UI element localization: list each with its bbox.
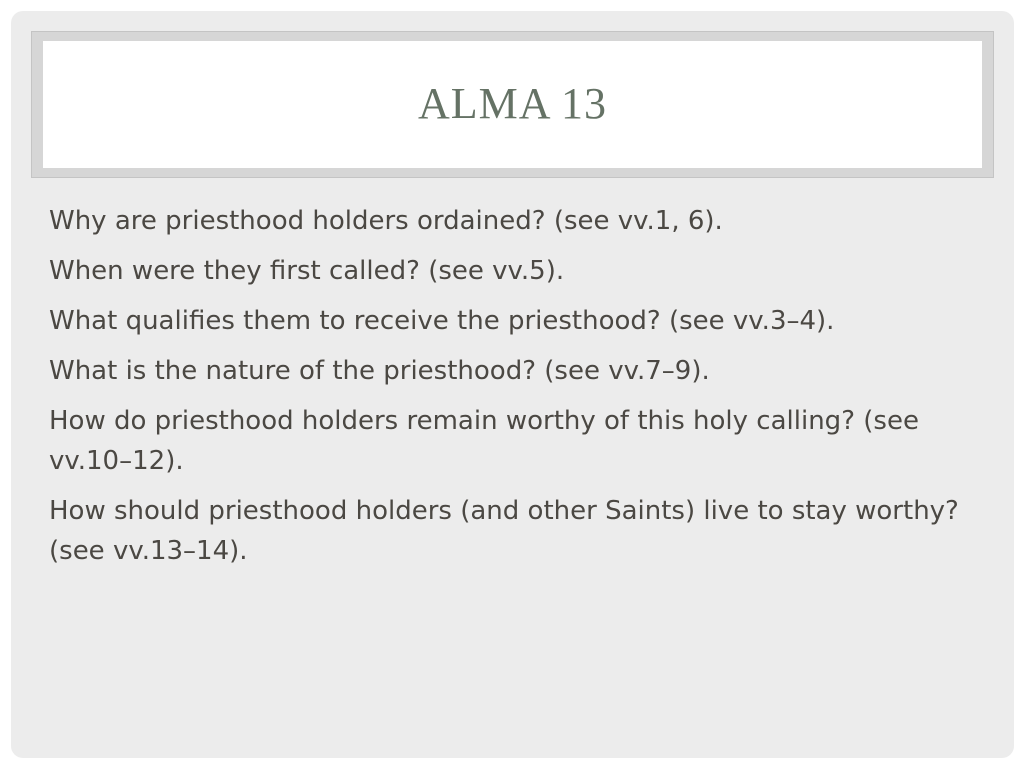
title-box: [43, 41, 982, 168]
bullet-item: When were they first called? (see vv.5).: [49, 256, 565, 286]
bullet-item: What is the nature of the priesthood? (see vv.7–9).: [49, 356, 710, 386]
bullet-item: What qualifies them to receive the priesthood? (see vv.3–4).: [49, 306, 835, 336]
slide: [11, 11, 1014, 758]
slide-title: ALMA 13: [417, 79, 608, 128]
bullet-list: [49, 201, 974, 581]
bullet-item: Why are priesthood holders ordained? (see vv.1, 6).: [49, 206, 723, 236]
bullet-item: How should priesthood holders (and other Saints) live to stay worthy? (see vv.13–14).: [49, 496, 959, 566]
bullet-item: How do priesthood holders remain worthy of this holy calling? (see vv.10–12).: [49, 406, 919, 476]
title-frame: [31, 31, 994, 178]
